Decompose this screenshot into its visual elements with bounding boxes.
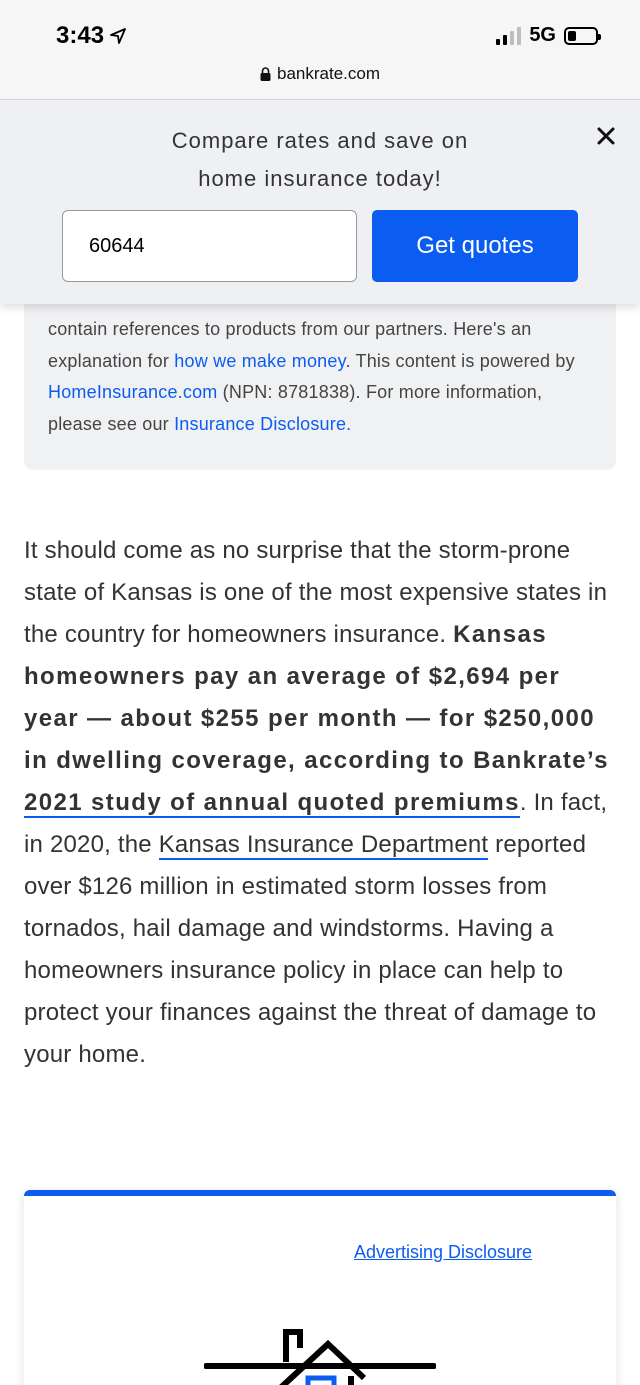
browser-top-bar (0, 0, 640, 100)
premiums-study-link[interactable]: 2021 study of annual quoted premiums (24, 789, 520, 816)
banner-title-line2: home insurance today! (198, 166, 442, 191)
quote-widget-card (24, 1190, 616, 1385)
kansas-insurance-department-link[interactable]: Kansas Insurance Department (158, 831, 489, 858)
lock-icon (260, 67, 271, 81)
disclosure-text-3: (NPN: 8781838). For more information, please see our (48, 382, 543, 434)
banner-title-line1: Compare rates and save on (171, 128, 469, 153)
advertising-disclosure-link[interactable]: Advertising Disclosure (354, 1242, 533, 1262)
status-indicators (496, 24, 598, 47)
battery-icon (564, 27, 598, 45)
disclosure-text-1: contain references to products from our partners. Here's an explanation for (48, 319, 532, 371)
network-type: 5G (529, 24, 556, 46)
url-text: bankrate.com (277, 64, 380, 83)
house-icon (204, 1322, 436, 1385)
homeinsurance-link[interactable]: HomeInsurance.com (48, 382, 218, 402)
insurance-disclosure-link[interactable]: Insurance Disclosure. (174, 413, 352, 434)
get-quotes-button[interactable]: Get quotes (372, 210, 578, 282)
quote-banner (0, 100, 640, 304)
article-text-3: reported over $126 million in estimated storm losses from tornados, hail damage and windstorms. Having a homeowners insurance policy in place can help to protect your finances against the threat of damage to your home. (24, 831, 597, 1068)
article-text-1: It should come as no surprise that the storm-prone state of Kansas is one of the most expensive states in the country for homeowners insurance. (24, 537, 608, 648)
article-text-2: . In fact, in 2020, the (24, 789, 608, 858)
zip-code-input[interactable] (62, 210, 357, 282)
editorial-disclosure (24, 296, 616, 470)
location-arrow-icon (110, 28, 126, 44)
status-time (56, 22, 126, 50)
how-we-make-money-link[interactable]: how we make money (174, 350, 346, 371)
signal-strength-icon (496, 27, 521, 45)
close-icon[interactable] (594, 124, 618, 148)
disclosure-text-2: . This content is powered by (345, 350, 575, 371)
banner-title (100, 122, 540, 198)
address-bar[interactable] (0, 64, 640, 84)
article-paragraph (24, 530, 618, 1076)
article-highlight-text: Kansas homeowners pay an average of $2,694 per year — about $255 per month — for $250,000 in dwelling coverage, according to Bankrate’s (24, 621, 609, 774)
status-time-text: 3:43 (56, 22, 105, 49)
